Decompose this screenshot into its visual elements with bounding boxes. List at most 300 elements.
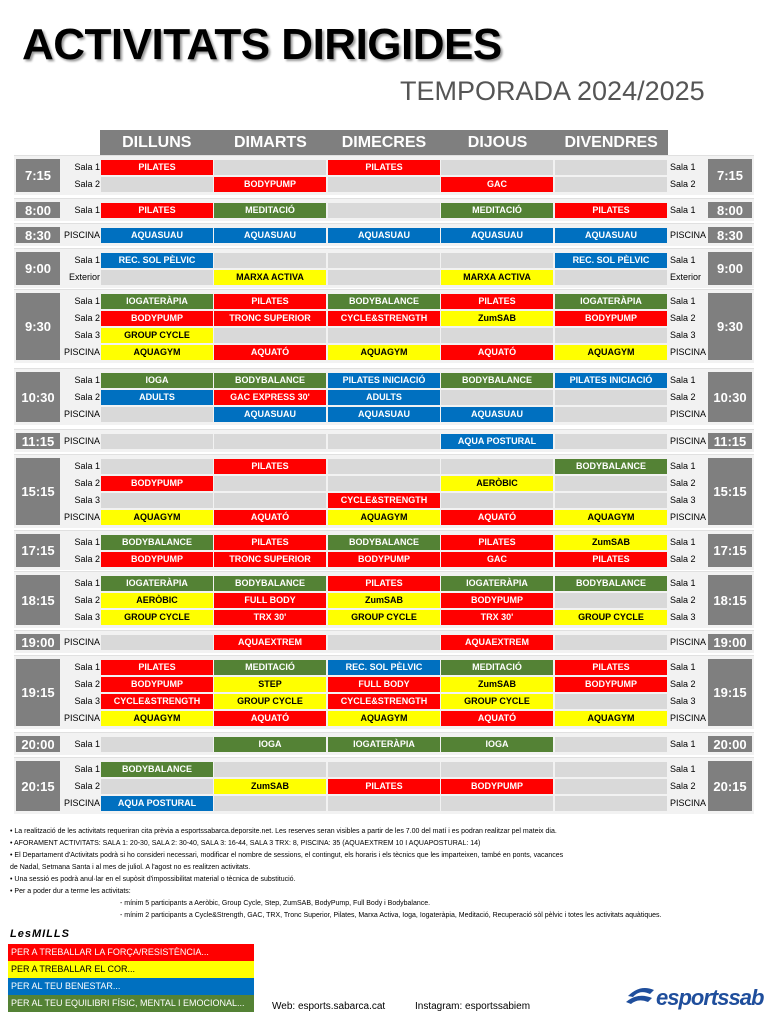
empty-cell [441,253,553,268]
schedule-row [14,609,754,625]
activity-cell: AQUAGYM [555,510,667,525]
activity-cell: AQUAGYM [101,510,213,525]
day-header [100,130,668,155]
time-label: 18:15 [708,575,752,625]
schedule-row [14,761,754,777]
time-block [14,368,754,425]
time-label: 20:00 [16,736,60,752]
activity-cell: AQUASUAU [214,228,326,243]
schedule-row [14,327,754,343]
room-label: Sala 1 [74,205,100,215]
empty-cell [328,328,440,343]
logo-text: esportssab [656,985,764,1010]
day-label: DILLUNS [122,134,192,151]
activity-cell: BODYPUMP [101,311,213,326]
activity-cell: BODYPUMP [328,552,440,567]
schedule-row [14,406,754,422]
activity-cell: IOGATERÀPIA [328,737,440,752]
activity-cell: FULL BODY [214,593,326,608]
room-label: Sala 1 [74,662,100,672]
schedule-row [14,575,754,591]
activity-cell: REC. SOL PÈLVIC [328,660,440,675]
activity-cell: MEDITACIÓ [441,660,553,675]
schedule-row [14,458,754,474]
activity-cell: TRONC SUPERIOR [214,311,326,326]
day-label: DIVENDRES [564,134,658,151]
activity-cell: BODYBALANCE [555,459,667,474]
activity-cell: BODYPUMP [555,677,667,692]
activity-cell: BODYBALANCE [101,535,213,550]
activity-cell: GROUP CYCLE [328,610,440,625]
schedule-row [14,551,754,567]
activity-cell: AERÒBIC [441,476,553,491]
time-label: 9:00 [16,252,60,285]
activity-cell: AQUASUAU [101,228,213,243]
activity-cell: BODYPUMP [101,677,213,692]
time-label: 19:15 [16,659,60,726]
empty-cell [214,328,326,343]
room-label: Sala 1 [670,662,696,672]
time-block [14,530,754,570]
activity-cell: TRX 30' [441,610,553,625]
room-label: PISCINA [670,512,707,522]
room-label: Sala 1 [670,296,696,306]
time-label: 7:15 [16,159,60,192]
note-line: - mínim 2 participants a Cycle&Strength, GAC, TRX, Tronc Superior, Pilates, Marxa Activa, Ioga, Iogateràpia, Meditació, Recuperació sòl pèlvic i totes les activitats aquàtiques. [120,912,662,919]
room-label: Sala 2 [74,554,100,564]
note-line: • Per a poder dur a terme les activitats: [10,888,131,895]
schedule-row [14,269,754,285]
activity-cell: AQUATÓ [214,510,326,525]
empty-cell [328,203,440,218]
empty-cell [328,635,440,650]
schedule-row [14,693,754,709]
schedule-row [14,592,754,608]
activity-cell: PILATES [555,552,667,567]
time-block [14,571,754,628]
schedule-row [14,676,754,692]
activity-cell: GROUP CYCLE [555,610,667,625]
notes [10,826,750,922]
activity-cell: BODYBALANCE [214,373,326,388]
activity-cell: PILATES [214,535,326,550]
activity-cell: PILATES [441,535,553,550]
room-label: PISCINA [63,512,100,522]
room-label: Sala 1 [670,537,696,547]
color-legend [8,944,254,1012]
activity-cell: PILATES [328,576,440,591]
empty-cell [555,407,667,422]
room-label: Sala 2 [74,392,100,402]
time-block [14,732,754,755]
time-label: 19:00 [16,634,60,650]
activity-cell: BODYPUMP [214,177,326,192]
activity-cell: TRONC SUPERIOR [214,552,326,567]
activity-cell: CYCLE&STRENGTH [101,694,213,709]
room-label: Sala 1 [670,461,696,471]
empty-cell [214,762,326,777]
room-label: PISCINA [63,409,100,419]
activity-cell: STEP [214,677,326,692]
activity-cell: BODYPUMP [101,476,213,491]
empty-cell [555,476,667,491]
empty-cell [328,434,440,449]
activity-cell: GAC EXPRESS 30' [214,390,326,405]
activity-cell: IOGATERÀPIA [555,294,667,309]
empty-cell [101,270,213,285]
time-block [14,289,754,363]
activity-cell: PILATES INICIACIÓ [328,373,440,388]
activity-cell: MEDITACIÓ [214,660,326,675]
room-label: Sala 1 [670,739,696,749]
activity-cell: PILATES [328,779,440,794]
room-label: Sala 3 [670,696,696,706]
activity-cell: ZumSAB [328,593,440,608]
activity-cell: AQUASUAU [441,407,553,422]
activity-cell: REC. SOL PÈLVIC [101,253,213,268]
room-label: PISCINA [63,637,100,647]
room-label: PISCINA [63,713,100,723]
activity-cell: BODYBALANCE [214,576,326,591]
activity-cell: MARXA ACTIVA [214,270,326,285]
empty-cell [328,762,440,777]
room-label: Sala 2 [670,595,696,605]
time-block [14,757,754,814]
empty-cell [555,390,667,405]
room-label: PISCINA [670,798,707,808]
logo-mark-icon [624,984,656,1012]
schedule-row [14,659,754,675]
activity-cell: AQUA POSTURAL [101,796,213,811]
empty-cell [214,434,326,449]
time-label: 19:00 [708,634,752,650]
empty-cell [101,177,213,192]
room-label: PISCINA [670,230,707,240]
activity-cell: MEDITACIÓ [214,203,326,218]
note-line: - mínim 5 participants a Aeròbic, Group Cycle, Step, ZumSAB, BodyPump, Full Body i Bodybalance. [120,900,431,907]
room-label: Sala 3 [670,495,696,505]
activity-cell: ZumSAB [555,535,667,550]
activity-cell: PILATES [101,203,213,218]
time-label: 17:15 [16,534,60,567]
empty-cell [101,459,213,474]
activity-cell: AQUAGYM [328,510,440,525]
time-label: 8:00 [16,202,60,218]
time-label: 9:30 [16,293,60,360]
room-label: PISCINA [63,230,100,240]
schedule-row [14,736,754,752]
activity-cell: AQUASUAU [214,407,326,422]
schedule-row [14,389,754,405]
legend-item: PER A TREBALLAR LA FORÇA/RESISTÈNCIA... [8,944,254,961]
activity-cell: BODYBALANCE [328,294,440,309]
room-label: Sala 1 [670,764,696,774]
season-subtitle: TEMPORADA 2024/2025 [400,76,705,106]
activity-cell: BODYPUMP [555,311,667,326]
note-line: de Nadal, Setmana Santa i al mes de juliol. A l'agost no es realitzen activitats. [10,864,251,871]
activity-cell: PILATES [328,160,440,175]
room-label: Sala 2 [670,478,696,488]
activity-cell: PILATES [101,160,213,175]
time-label: 8:30 [708,227,752,243]
activity-cell: AQUAGYM [555,711,667,726]
time-label: 19:15 [708,659,752,726]
activity-cell: PILATES [101,660,213,675]
empty-cell [328,459,440,474]
room-label: Sala 2 [670,179,696,189]
empty-cell [328,253,440,268]
schedule-row [14,433,754,449]
activity-cell: IOGA [101,373,213,388]
legend-item: PER AL TEU EQUILIBRI FÍSIC, MENTAL I EMOCIONAL... [8,995,254,1012]
empty-cell [555,493,667,508]
web-link[interactable]: Web: esports.sabarca.cat [272,1001,386,1012]
activity-cell: BODYPUMP [441,593,553,608]
empty-cell [101,407,213,422]
room-label: Exterior [68,272,100,282]
activity-cell: GAC [441,552,553,567]
activity-cell: AQUASUAU [328,407,440,422]
activity-cell: AQUAGYM [101,345,213,360]
activity-cell: MARXA ACTIVA [441,270,553,285]
empty-cell [101,493,213,508]
activity-cell: MEDITACIÓ [441,203,553,218]
activity-cell: AQUA POSTURAL [441,434,553,449]
activity-cell: IOGATERÀPIA [441,576,553,591]
activity-cell: AQUATÓ [441,510,553,525]
empty-cell [328,177,440,192]
schedule-row [14,509,754,525]
schedule-row [14,176,754,192]
room-label: Sala 1 [74,375,100,385]
room-label: Sala 3 [670,612,696,622]
empty-cell [555,762,667,777]
activity-cell: BODYBALANCE [328,535,440,550]
room-label: PISCINA [670,347,707,357]
activity-cell: BODYPUMP [441,779,553,794]
room-label: PISCINA [63,436,100,446]
activity-cell: GAC [441,177,553,192]
schedule-row [14,795,754,811]
instagram-link[interactable]: Instagram: esportssabiem [415,1001,531,1012]
empty-cell [441,160,553,175]
time-label: 11:15 [16,433,60,449]
activity-cell: IOGA [441,737,553,752]
time-block [14,429,754,452]
activity-cell: AQUAEXTREM [441,635,553,650]
room-label: Sala 2 [74,679,100,689]
room-label: Sala 1 [670,255,696,265]
empty-cell [101,737,213,752]
schedule-row [14,202,754,218]
room-label: Sala 2 [74,179,100,189]
room-label: Sala 1 [74,578,100,588]
time-block [14,198,754,221]
room-label: Sala 3 [74,330,100,340]
page-title: ACTIVITATS DIRIGIDES [22,20,502,69]
activity-cell: AQUAGYM [328,711,440,726]
activity-cell: AQUATÓ [214,345,326,360]
time-label: 18:15 [16,575,60,625]
room-label: Sala 2 [74,595,100,605]
time-block [14,248,754,288]
time-label: 20:15 [708,761,752,811]
room-label: Sala 2 [670,781,696,791]
note-line: • AFORAMENT ACTIVITATS: SALA 1: 20-30, SALA 2: 30-40, SALA 3: 16-44, SALA 3 TRX: 8, PISCINA: 35 (AQUAEXTREM 10 I AQUAPOSTURAL: 14) [10,840,481,847]
legend-item: PER AL TEU BENESTAR... [8,978,254,995]
activity-cell: GROUP CYCLE [101,610,213,625]
esportssab-logo [624,984,763,1012]
room-label: Sala 1 [74,739,100,749]
empty-cell [328,270,440,285]
activity-cell: CYCLE&STRENGTH [328,493,440,508]
time-block [14,454,754,528]
activity-cell: GROUP CYCLE [214,694,326,709]
empty-cell [101,635,213,650]
room-label: Sala 2 [670,679,696,689]
time-label: 8:30 [16,227,60,243]
activity-cell: PILATES [555,660,667,675]
schedule-row [14,310,754,326]
room-label: Sala 2 [670,554,696,564]
time-label: 8:00 [708,202,752,218]
activity-cell: TRX 30' [214,610,326,625]
room-label: Sala 2 [74,313,100,323]
time-label: 9:30 [708,293,752,360]
empty-cell [101,779,213,794]
empty-cell [555,593,667,608]
activity-cell: AQUASUAU [441,228,553,243]
empty-cell [555,779,667,794]
empty-cell [555,434,667,449]
activity-cell: ADULTS [328,390,440,405]
room-label: Sala 1 [74,296,100,306]
time-label: 11:15 [708,433,752,449]
room-label: Sala 1 [74,764,100,774]
activity-cell: AQUASUAU [555,228,667,243]
schedule-row [14,344,754,360]
activity-cell: BODYBALANCE [555,576,667,591]
room-label: Exterior [670,272,702,282]
time-label: 10:30 [708,372,752,422]
activity-cell: CYCLE&STRENGTH [328,311,440,326]
activity-cell: BODYBALANCE [441,373,553,388]
schedule-row [14,475,754,491]
schedule-row [14,293,754,309]
schedule-row [14,252,754,268]
activity-cell: AQUAGYM [101,711,213,726]
activity-cell: ZumSAB [441,677,553,692]
room-label: Sala 2 [670,313,696,323]
empty-cell [441,328,553,343]
room-label: Sala 1 [74,461,100,471]
activity-cell: AQUAGYM [328,345,440,360]
empty-cell [214,476,326,491]
empty-cell [441,762,553,777]
time-label: 20:00 [708,736,752,752]
activity-cell: AQUASUAU [328,228,440,243]
empty-cell [555,177,667,192]
activity-cell: IOGATERÀPIA [101,576,213,591]
activity-cell: ZumSAB [214,779,326,794]
activity-cell: FULL BODY [328,677,440,692]
activity-cell: REC. SOL PÈLVIC [555,253,667,268]
room-label: Sala 3 [74,495,100,505]
room-label: Sala 1 [670,578,696,588]
activity-cell: PILATES INICIACIÓ [555,373,667,388]
schedule-row [14,710,754,726]
empty-cell [441,459,553,474]
empty-cell [555,270,667,285]
lesmills-logo: LesMILLS [10,928,70,940]
empty-cell [328,476,440,491]
activity-cell: GROUP CYCLE [101,328,213,343]
activity-cell: AERÒBIC [101,593,213,608]
room-label: Sala 2 [670,392,696,402]
room-label: Sala 2 [74,478,100,488]
schedule-row [14,778,754,794]
activity-cell: ZumSAB [441,311,553,326]
activity-cell: GROUP CYCLE [441,694,553,709]
room-label: Sala 1 [74,255,100,265]
room-label: Sala 1 [670,375,696,385]
empty-cell [214,796,326,811]
empty-cell [101,434,213,449]
empty-cell [328,796,440,811]
activity-cell: AQUAEXTREM [214,635,326,650]
room-label: PISCINA [670,713,707,723]
activity-cell: IOGA [214,737,326,752]
time-label: 10:30 [16,372,60,422]
legend-item: PER A TREBALLAR EL COR... [8,961,254,978]
empty-cell [214,493,326,508]
room-label: Sala 2 [74,781,100,791]
empty-cell [555,694,667,709]
activity-cell: PILATES [441,294,553,309]
room-label: Sala 1 [74,537,100,547]
activity-cell: PILATES [555,203,667,218]
room-label: PISCINA [63,347,100,357]
time-label: 15:15 [16,458,60,525]
room-label: Sala 3 [74,696,100,706]
schedule-row [14,534,754,550]
room-label: PISCINA [670,637,707,647]
activity-cell: IOGATERÀPIA [101,294,213,309]
time-block [14,655,754,729]
activity-cell: CYCLE&STRENGTH [328,694,440,709]
note-line: • La realització de les activitats requeriran cita prèvia a esportssabarca.deporsite.net. Les reserves seran visibles a partir de les 7.00 del matí i es podran realitzar pel mateix dia. [10,828,557,835]
empty-cell [555,328,667,343]
empty-cell [555,737,667,752]
time-label: 15:15 [708,458,752,525]
activity-cell: AQUAGYM [555,345,667,360]
empty-cell [555,635,667,650]
empty-cell [555,796,667,811]
day-label: DIJOUS [467,134,528,151]
time-label: 9:00 [708,252,752,285]
time-block [14,155,754,195]
activity-cell: BODYPUMP [101,552,213,567]
time-label: 17:15 [708,534,752,567]
schedule-row [14,159,754,175]
activity-cell: PILATES [214,294,326,309]
note-line: • El Departament d'Activitats podrà si ho consideri necessari, modificar el nombre de sessions, el contingut, els horaris i els tècnics que les imparteixen, també en ponts, vacances [10,852,564,859]
schedule-row [14,492,754,508]
room-label: PISCINA [670,436,707,446]
empty-cell [441,493,553,508]
room-label: PISCINA [63,798,100,808]
activity-cell: AQUATÓ [441,345,553,360]
